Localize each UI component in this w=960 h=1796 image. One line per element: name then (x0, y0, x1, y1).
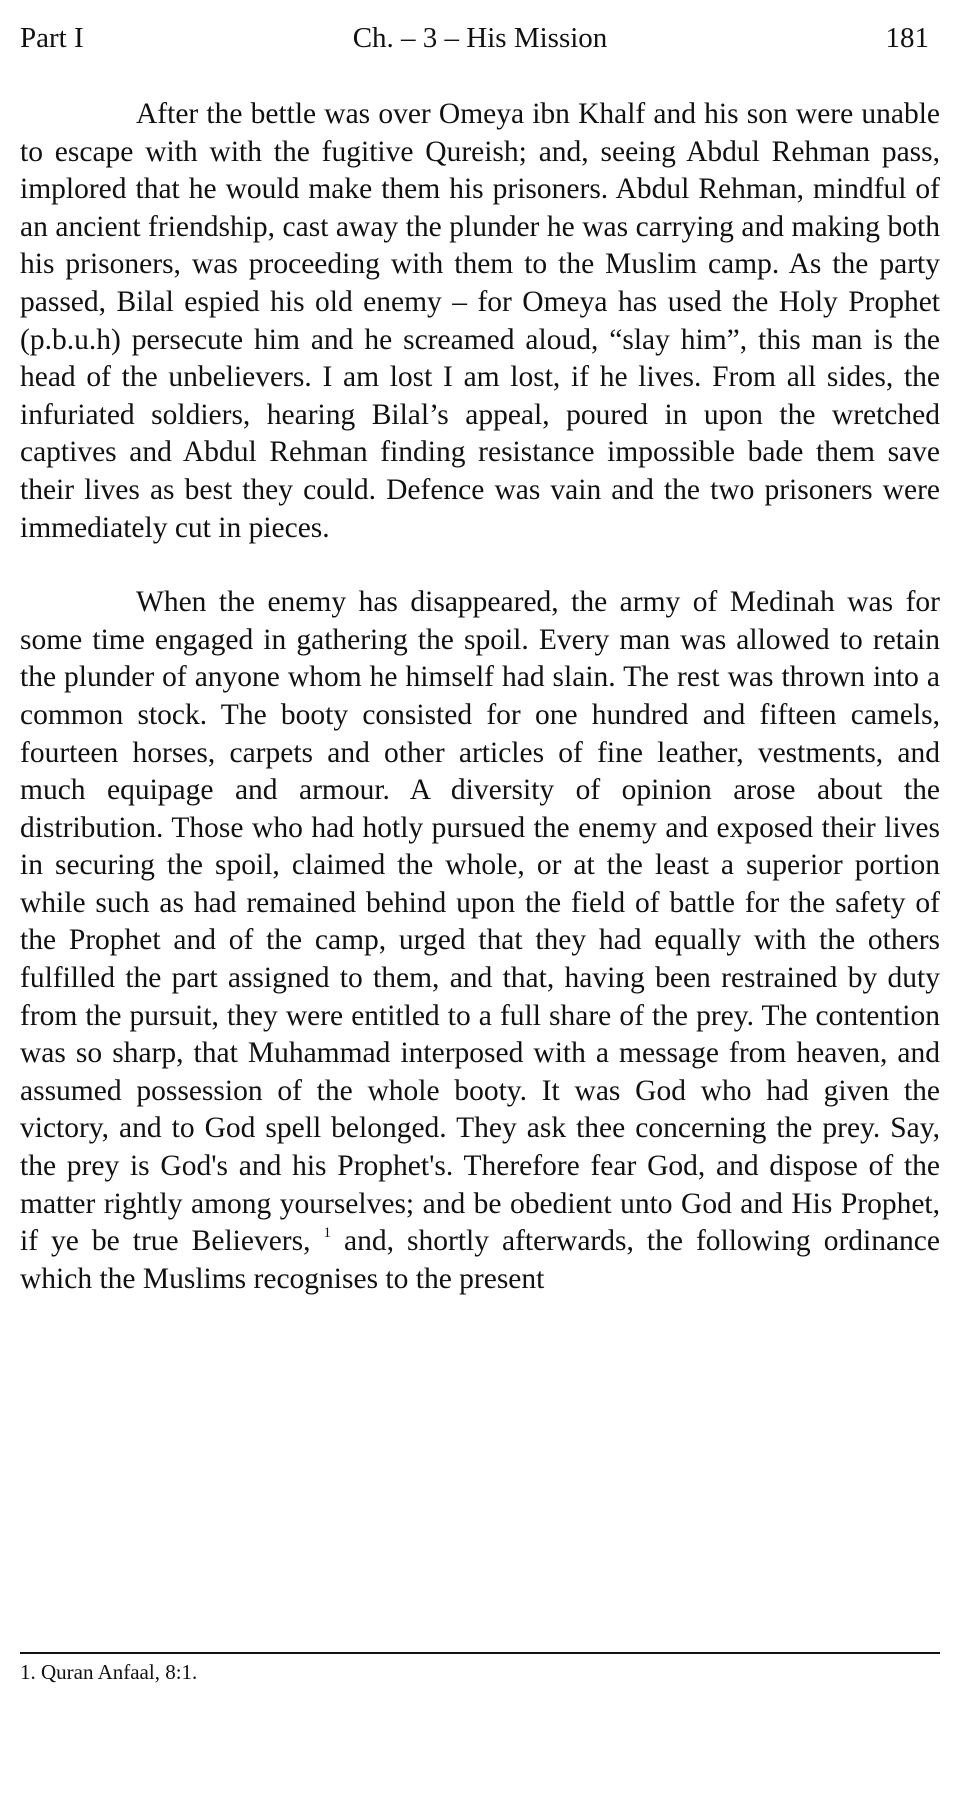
paragraph-2-continuation: and, shortly afterwards, the following ordinance which the Muslims recognises to the present (20, 1225, 940, 1295)
chapter-title: Ch. – 3 – His Mission (352, 22, 608, 54)
paragraph-1: After the bettle was over Omeya ibn Khalf and his son were unable to escape with with the fugitive Qureish; and, seeing Abdul Rehman pass, implored that he would make them his prisoners. Abdul Rehman, mindful of an ancient friendship, cast away the plunder he was carrying and making both his prisoners, was proceeding with them to the Muslim camp. As the party passed, Bilal espied his old enemy – for Omeya has used the Holy Prophet (p.b.u.h) persecute him and he screamed aloud, “slay him”, this man is the head of the unbelievers. I am lost I am lost, if he lives. From all sides, the infuriated soldiers, hearing Bilal’s appeal, poured in upon the wretched captives and Abdul Rehman finding resistance impossible bade them save their lives as best they could. Defence was vain and the two prisoners were immediately cut in pieces. (20, 98, 940, 544)
part-label: Part I (20, 22, 84, 54)
page-number: 181 (885, 22, 929, 54)
running-header (20, 18, 940, 58)
footnote-reference: 1 (323, 1225, 331, 1242)
footnote: 1. Quran Anfaal, 8:1. (20, 1660, 198, 1684)
paragraph-2-text: When the enemy has disappeared, the army of Medinah was for some time engaged in gathering the spoil. Every man was allowed to retain the plunder of anyone whom he himself had slain. The rest was thrown into a common stock. The booty consisted for one hundred and fifteen camels, fourteen horses, carpets and other articles of fine leather, vestments, and much equipage and armour. A diversity of opinion arose about the distribution. Those who had hotly pursued the enemy and exposed their lives in securing the spoil, claimed the whole, or at the least a superior portion while such as had remained behind upon the field of battle for the safety of the Prophet and of the camp, urged that they had equally with the others fulfilled the part assigned to them, and that, having been restrained by duty from the pursuit, they were entitled to a full share of the prey. The contention was so sharp, that Muhammad interposed with a message from heaven, and assumed possession of the whole booty. It was God who had given the victory, and to God spell belonged. They ask thee concerning the prey. Say, the prey is God's and his Prophet's. Therefore fear God, and dispose of the matter rightly among yourselves; and be obedient unto God and His Prophet, if ye be true Believers, (20, 586, 940, 1258)
footnote-divider (20, 1652, 940, 1654)
body-text (20, 96, 940, 1298)
paragraph-2 (20, 584, 940, 1298)
